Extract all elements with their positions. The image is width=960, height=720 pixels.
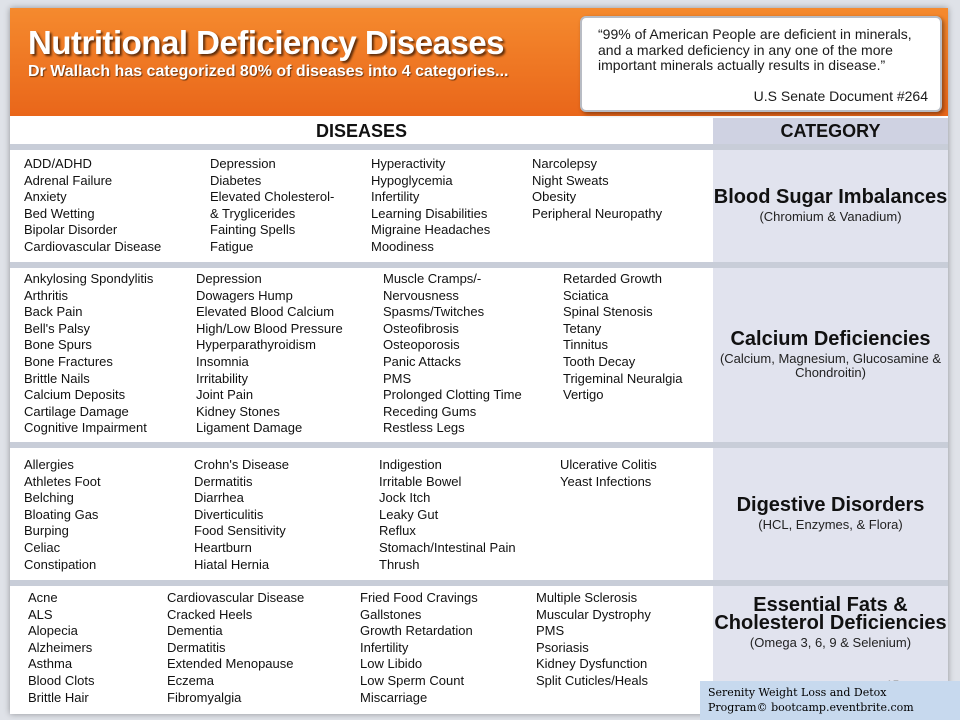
disease-column <box>194 457 289 573</box>
disease-item: Moodiness <box>371 238 434 254</box>
disease-item: Jock Itch <box>379 490 431 506</box>
page-title: Nutritional Deficiency Diseases <box>28 24 505 61</box>
category-nutrients: (Omega 3, 6, 9 & Selenium) <box>749 635 912 650</box>
disease-column <box>24 271 153 437</box>
disease-item: Cartilage Damage <box>24 403 129 419</box>
disease-item: Hyperactivity <box>371 156 446 171</box>
disease-item: PMS <box>383 370 412 386</box>
disease-item: ALS <box>28 606 53 622</box>
disease-item: Asthma <box>28 656 73 672</box>
chart-sheet <box>10 8 948 714</box>
disease-column <box>379 457 516 573</box>
disease-item: Bone Spurs <box>24 337 92 353</box>
disease-item: Peripheral Neuropathy <box>532 205 663 221</box>
disease-item: Restless Legs <box>383 420 465 436</box>
category-nutrients: (HCL, Enzymes, & Flora) <box>758 517 903 532</box>
disease-item: Elevated Blood Calcium <box>196 304 335 320</box>
disease-item: Fried Food Cravings <box>360 590 478 605</box>
disease-item: Leaky Gut <box>379 506 439 522</box>
disease-column <box>167 590 304 706</box>
disease-item: Dowagers Hump <box>196 287 293 303</box>
disease-item: Trigeminal Neuralgia <box>563 370 683 386</box>
disease-item: Calcium Deposits <box>24 387 126 403</box>
disease-item: Prolonged Clotting Time <box>383 387 522 403</box>
disease-item: Growth Retardation <box>360 623 473 639</box>
section-blood-sugar <box>10 150 948 262</box>
disease-item: Diarrhea <box>194 490 244 506</box>
disease-column <box>360 590 478 706</box>
disease-item: Infertility <box>371 189 420 205</box>
disease-item: Fainting Spells <box>210 222 296 238</box>
quote-text: “99% of American People are deficient in minerals, and a marked deficiency in any one of the more important minerals actually results in disease.” <box>598 26 912 73</box>
disease-item: ADD/ADHD <box>24 156 92 171</box>
diseases-column-header: DISEASES <box>10 118 713 145</box>
disease-item: Kidney Dysfunction <box>536 656 648 672</box>
disease-item: Migraine Headaches <box>371 222 491 238</box>
footer-line-1: Serenity Weight Loss and Detox <box>708 686 887 699</box>
disease-item: Split Cuticles/Heals <box>536 672 648 688</box>
disease-item: Alopecia <box>28 623 78 639</box>
disease-item: Fatigue <box>210 238 254 254</box>
category-column-header: CATEGORY <box>713 118 948 144</box>
disease-item: Ligament Damage <box>196 420 303 436</box>
disease-item: Bloating Gas <box>24 506 99 522</box>
category-name: Blood Sugar Imbalances <box>713 186 948 208</box>
disease-item: Depression <box>210 156 276 171</box>
disease-item: Alzheimers <box>28 639 93 655</box>
section-calcium <box>10 268 948 442</box>
header-banner <box>10 8 948 116</box>
disease-item: Diabetes <box>210 172 262 188</box>
disease-item: Cognitive Impairment <box>24 420 147 436</box>
disease-item: Narcolepsy <box>532 156 598 171</box>
disease-item: Multiple Sclerosis <box>536 590 638 605</box>
disease-item: Muscular Dystrophy <box>536 606 651 622</box>
disease-column <box>536 590 651 690</box>
disease-item: Eczema <box>167 672 214 688</box>
category-name: Calcium Deficiencies <box>730 328 931 350</box>
disease-item: Ankylosing Spondylitis <box>24 271 154 286</box>
disease-item: Muscle Cramps/- <box>383 271 482 286</box>
disease-item: Spinal Stenosis <box>563 304 653 320</box>
disease-item: Crohn's Disease <box>194 457 289 472</box>
category-panel <box>713 150 948 262</box>
disease-column <box>371 156 490 256</box>
disease-item: Learning Disabilities <box>371 205 488 221</box>
footer-line-2: Program© bootcamp.eventbrite.com <box>708 701 914 714</box>
disease-item: Infertility <box>360 639 409 655</box>
disease-item: Back Pain <box>24 304 83 320</box>
disease-item: Dermatitis <box>194 473 253 489</box>
disease-item: Psoriasis <box>536 639 589 655</box>
disease-item: Bed Wetting <box>24 205 95 221</box>
disease-item: Athletes Foot <box>24 473 101 489</box>
disease-item: Miscarriage <box>360 689 428 705</box>
disease-item: Vertigo <box>563 387 604 403</box>
disease-item: Bell's Palsy <box>24 320 91 336</box>
category-nutrients: (Calcium, Magnesium, Glucosamine & Chondroitin) <box>719 351 942 380</box>
disease-column <box>210 156 334 256</box>
disease-item: Panic Attacks <box>383 353 462 369</box>
disease-item: PMS <box>536 623 565 639</box>
disease-item: Osteoporosis <box>383 337 460 353</box>
disease-item: Diverticulitis <box>194 506 264 522</box>
disease-item: Dermatitis <box>167 639 226 655</box>
category-panel <box>713 448 948 580</box>
disease-column <box>383 271 522 437</box>
category-name: Digestive Disorders <box>736 494 925 516</box>
disease-item: Tetany <box>563 320 602 336</box>
disease-item: Acne <box>28 590 58 605</box>
disease-item: Gallstones <box>360 606 422 622</box>
quote-source: U.S Senate Document #264 <box>753 88 928 104</box>
category-nutrients: (Chromium & Vanadium) <box>759 209 902 224</box>
disease-column <box>563 271 682 404</box>
disease-item: Brittle Nails <box>24 370 90 386</box>
category-panel <box>713 586 948 696</box>
disease-item: Cardiovascular Disease <box>167 590 305 605</box>
disease-item: Obesity <box>532 189 577 205</box>
disease-item: High/Low Blood Pressure <box>196 320 343 336</box>
disease-item: Brittle Hair <box>28 689 89 705</box>
disease-item: Constipation <box>24 556 97 572</box>
disease-item: Retarded Growth <box>563 271 662 286</box>
quote-box <box>580 16 942 112</box>
disease-item: Cardiovascular Disease <box>24 238 162 254</box>
category-panel <box>713 268 948 442</box>
disease-item: Thrush <box>379 556 420 572</box>
disease-column <box>532 156 662 222</box>
disease-column <box>560 457 657 490</box>
disease-item: Receding Gums <box>383 403 477 419</box>
disease-item: Cracked Heels <box>167 606 253 622</box>
disease-column <box>28 590 94 706</box>
disease-item: Irritability <box>196 370 249 386</box>
disease-item: Celiac <box>24 539 61 555</box>
category-name: Essential Fats & Cholesterol Deficiencies <box>714 594 947 634</box>
disease-item: Indigestion <box>379 457 442 472</box>
disease-item: Hyperparathyroidism <box>196 337 316 353</box>
disease-item: Hypoglycemia <box>371 172 453 188</box>
disease-item: Hiatal Hernia <box>194 556 270 572</box>
disease-item: Osteofibrosis <box>383 320 459 336</box>
footer-note <box>700 681 960 720</box>
disease-item: Dementia <box>167 623 223 639</box>
disease-item: Night Sweats <box>532 172 609 188</box>
disease-item: Insomnia <box>196 353 249 369</box>
disease-item: Elevated Cholesterol- <box>210 189 335 205</box>
disease-item: Irritable Bowel <box>379 473 462 489</box>
section-digestive <box>10 448 948 580</box>
disease-item: Extended Menopause <box>167 656 294 672</box>
disease-item: Sciatica <box>563 287 609 303</box>
disease-item: Reflux <box>379 523 416 539</box>
disease-item: Kidney Stones <box>196 403 280 419</box>
disease-item: Low Libido <box>360 656 423 672</box>
disease-item: Fibromyalgia <box>167 689 242 705</box>
disease-item: Joint Pain <box>196 387 254 403</box>
disease-item: Depression <box>196 271 262 286</box>
disease-item: Food Sensitivity <box>194 523 286 539</box>
disease-item: Adrenal Failure <box>24 172 113 188</box>
page-subtitle: Dr Wallach has categorized 80% of diseases into 4 categories... <box>28 63 509 80</box>
disease-item: Bipolar Disorder <box>24 222 118 238</box>
disease-item: Anxiety <box>24 189 67 205</box>
disease-item: Tooth Decay <box>563 353 636 369</box>
disease-column <box>24 156 161 256</box>
disease-item: & Tryglicerides <box>210 205 296 221</box>
disease-column <box>196 271 343 437</box>
disease-item: Bone Fractures <box>24 353 113 369</box>
disease-column <box>24 457 101 573</box>
disease-item: Blood Clots <box>28 672 95 688</box>
disease-item: Allergies <box>24 457 74 472</box>
disease-item: Heartburn <box>194 539 252 555</box>
disease-item: Yeast Infections <box>560 473 652 489</box>
disease-item: Arthritis <box>24 287 69 303</box>
disease-item: Spasms/Twitches <box>383 304 485 320</box>
disease-item: Low Sperm Count <box>360 672 465 688</box>
disease-item: Nervousness <box>383 287 459 303</box>
disease-item: Ulcerative Colitis <box>560 457 657 472</box>
disease-item: Tinnitus <box>563 337 609 353</box>
disease-item: Belching <box>24 490 74 506</box>
disease-item: Burping <box>24 523 69 539</box>
disease-item: Stomach/Intestinal Pain <box>379 539 516 555</box>
